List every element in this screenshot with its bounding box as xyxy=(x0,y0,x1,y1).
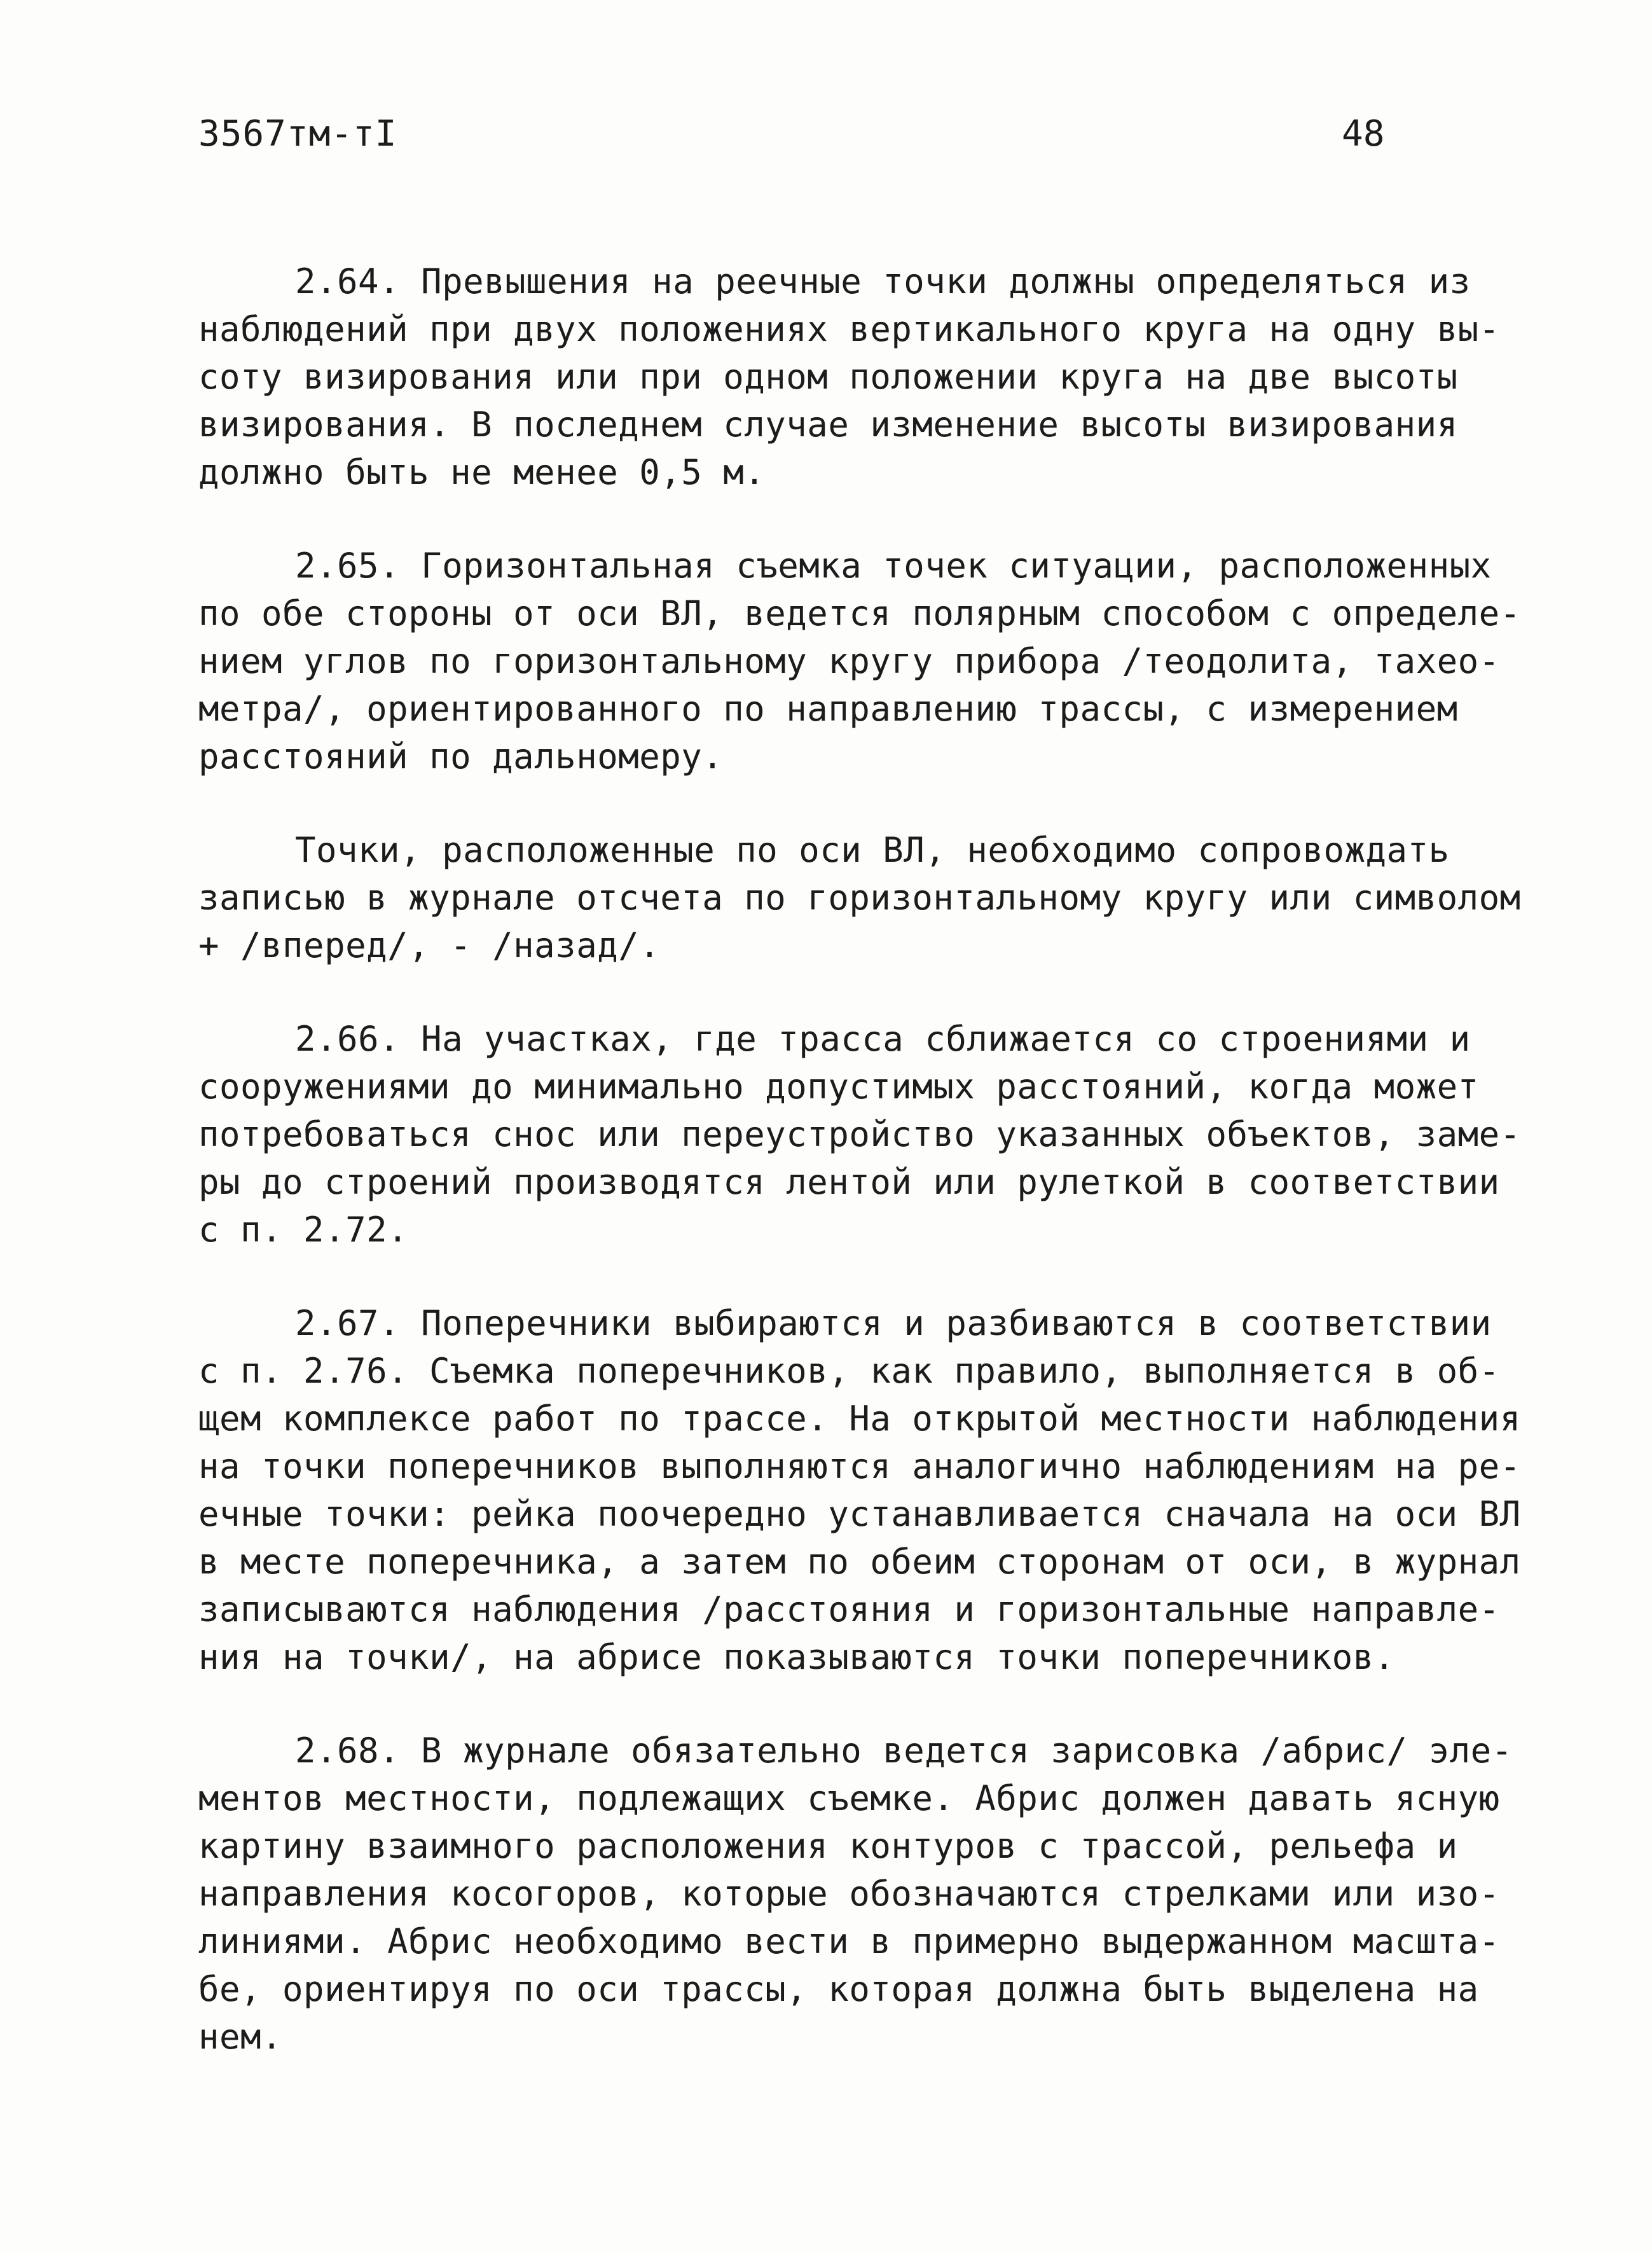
text-line: ния на точки/, на абрисе показываются точки поперечников. xyxy=(198,1637,1395,1677)
text-line: ры до строений производятся лентой или рулеткой в соответствии xyxy=(198,1162,1500,1202)
text-line: соту визирования или при одном положении круга на две высоты xyxy=(198,357,1458,397)
text-line: записью в журнале отсчета по горизонтальному кругу или символом xyxy=(198,878,1521,918)
text-line: должно быть не менее 0,5 м. xyxy=(198,452,766,492)
text-line: 2.67. Поперечники выбираются и разбиваются в соответствии xyxy=(295,1303,1492,1343)
text-line: 2.68. В журнале обязательно ведется зарисовка /абрис/ эле- xyxy=(295,1731,1513,1771)
text-line: с п. 2.72. xyxy=(198,1210,409,1250)
text-line: нием углов по горизонтальному кругу прибора /теодолита, тахео- xyxy=(198,641,1500,681)
text-line: 2.65. Горизонтальная съемка точек ситуации, расположенных xyxy=(295,546,1492,586)
text-line: наблюдений при двух положениях вертикального круга на одну вы- xyxy=(198,309,1500,349)
text-line: расстояний по дальномеру. xyxy=(198,736,724,777)
text-line: потребоваться снос или переустройство указанных объектов, заме- xyxy=(198,1114,1521,1154)
text-line: 2.64. Превышения на реечные точки должны определяться из xyxy=(295,261,1471,301)
paragraph-2-67 xyxy=(198,1299,1521,1681)
document-code: 3567тм-тI xyxy=(198,113,397,155)
paragraph-2-65 xyxy=(198,542,1521,780)
page-number: 48 xyxy=(1342,113,1385,155)
text-line: с п. 2.76. Съемка поперечников, как правило, выполняется в об- xyxy=(198,1351,1500,1391)
text-line: направления косогоров, которые обозначаются стрелками или изо- xyxy=(198,1874,1500,1914)
text-line: ечные точки: рейка поочередно устанавливается сначала на оси ВЛ xyxy=(198,1494,1521,1534)
paragraph-2-64 xyxy=(198,258,1500,496)
text-line: картину взаимного расположения контуров с трассой, рельефа и xyxy=(198,1826,1458,1866)
text-line: записываются наблюдения /расстояния и горизонтальные направле- xyxy=(198,1589,1500,1629)
text-line: нем. xyxy=(198,2017,283,2057)
paragraph-2-65-continued xyxy=(198,826,1521,969)
text-line: ментов местности, подлежащих съемке. Абрис должен давать ясную xyxy=(198,1778,1500,1818)
text-line: линиями. Абрис необходимо вести в примерно выдержанном масшта- xyxy=(198,1921,1500,1961)
text-line: визирования. В последнем случае изменение высоты визирования xyxy=(198,404,1458,445)
text-line: 2.66. На участках, где трасса сближается со строениями и xyxy=(295,1019,1471,1059)
text-line: щем комплексе работ по трассе. На открытой местности наблюдения xyxy=(198,1399,1521,1439)
paragraph-2-66 xyxy=(198,1015,1521,1254)
text-line: на точки поперечников выполняются аналогично наблюдениям на ре- xyxy=(198,1446,1521,1486)
paragraph-2-68 xyxy=(198,1727,1513,2061)
body-text xyxy=(198,258,1521,2106)
text-line: по обе стороны от оси ВЛ, ведется полярным способом с определе- xyxy=(198,593,1521,633)
text-line: в месте поперечника, а затем по обеим сторонам от оси, в журнал xyxy=(198,1542,1521,1582)
text-line: метра/, ориентированного по направлению трассы, с измерением xyxy=(198,689,1458,729)
text-line: сооружениями до минимально допустимых расстояний, когда может xyxy=(198,1067,1479,1107)
text-line: бе, ориентируя по оси трассы, которая должна быть выделена на xyxy=(198,1969,1479,2009)
text-line: Точки, расположенные по оси ВЛ, необходимо сопровождать xyxy=(295,830,1450,870)
text-line: + /вперед/, - /назад/. xyxy=(198,925,661,965)
